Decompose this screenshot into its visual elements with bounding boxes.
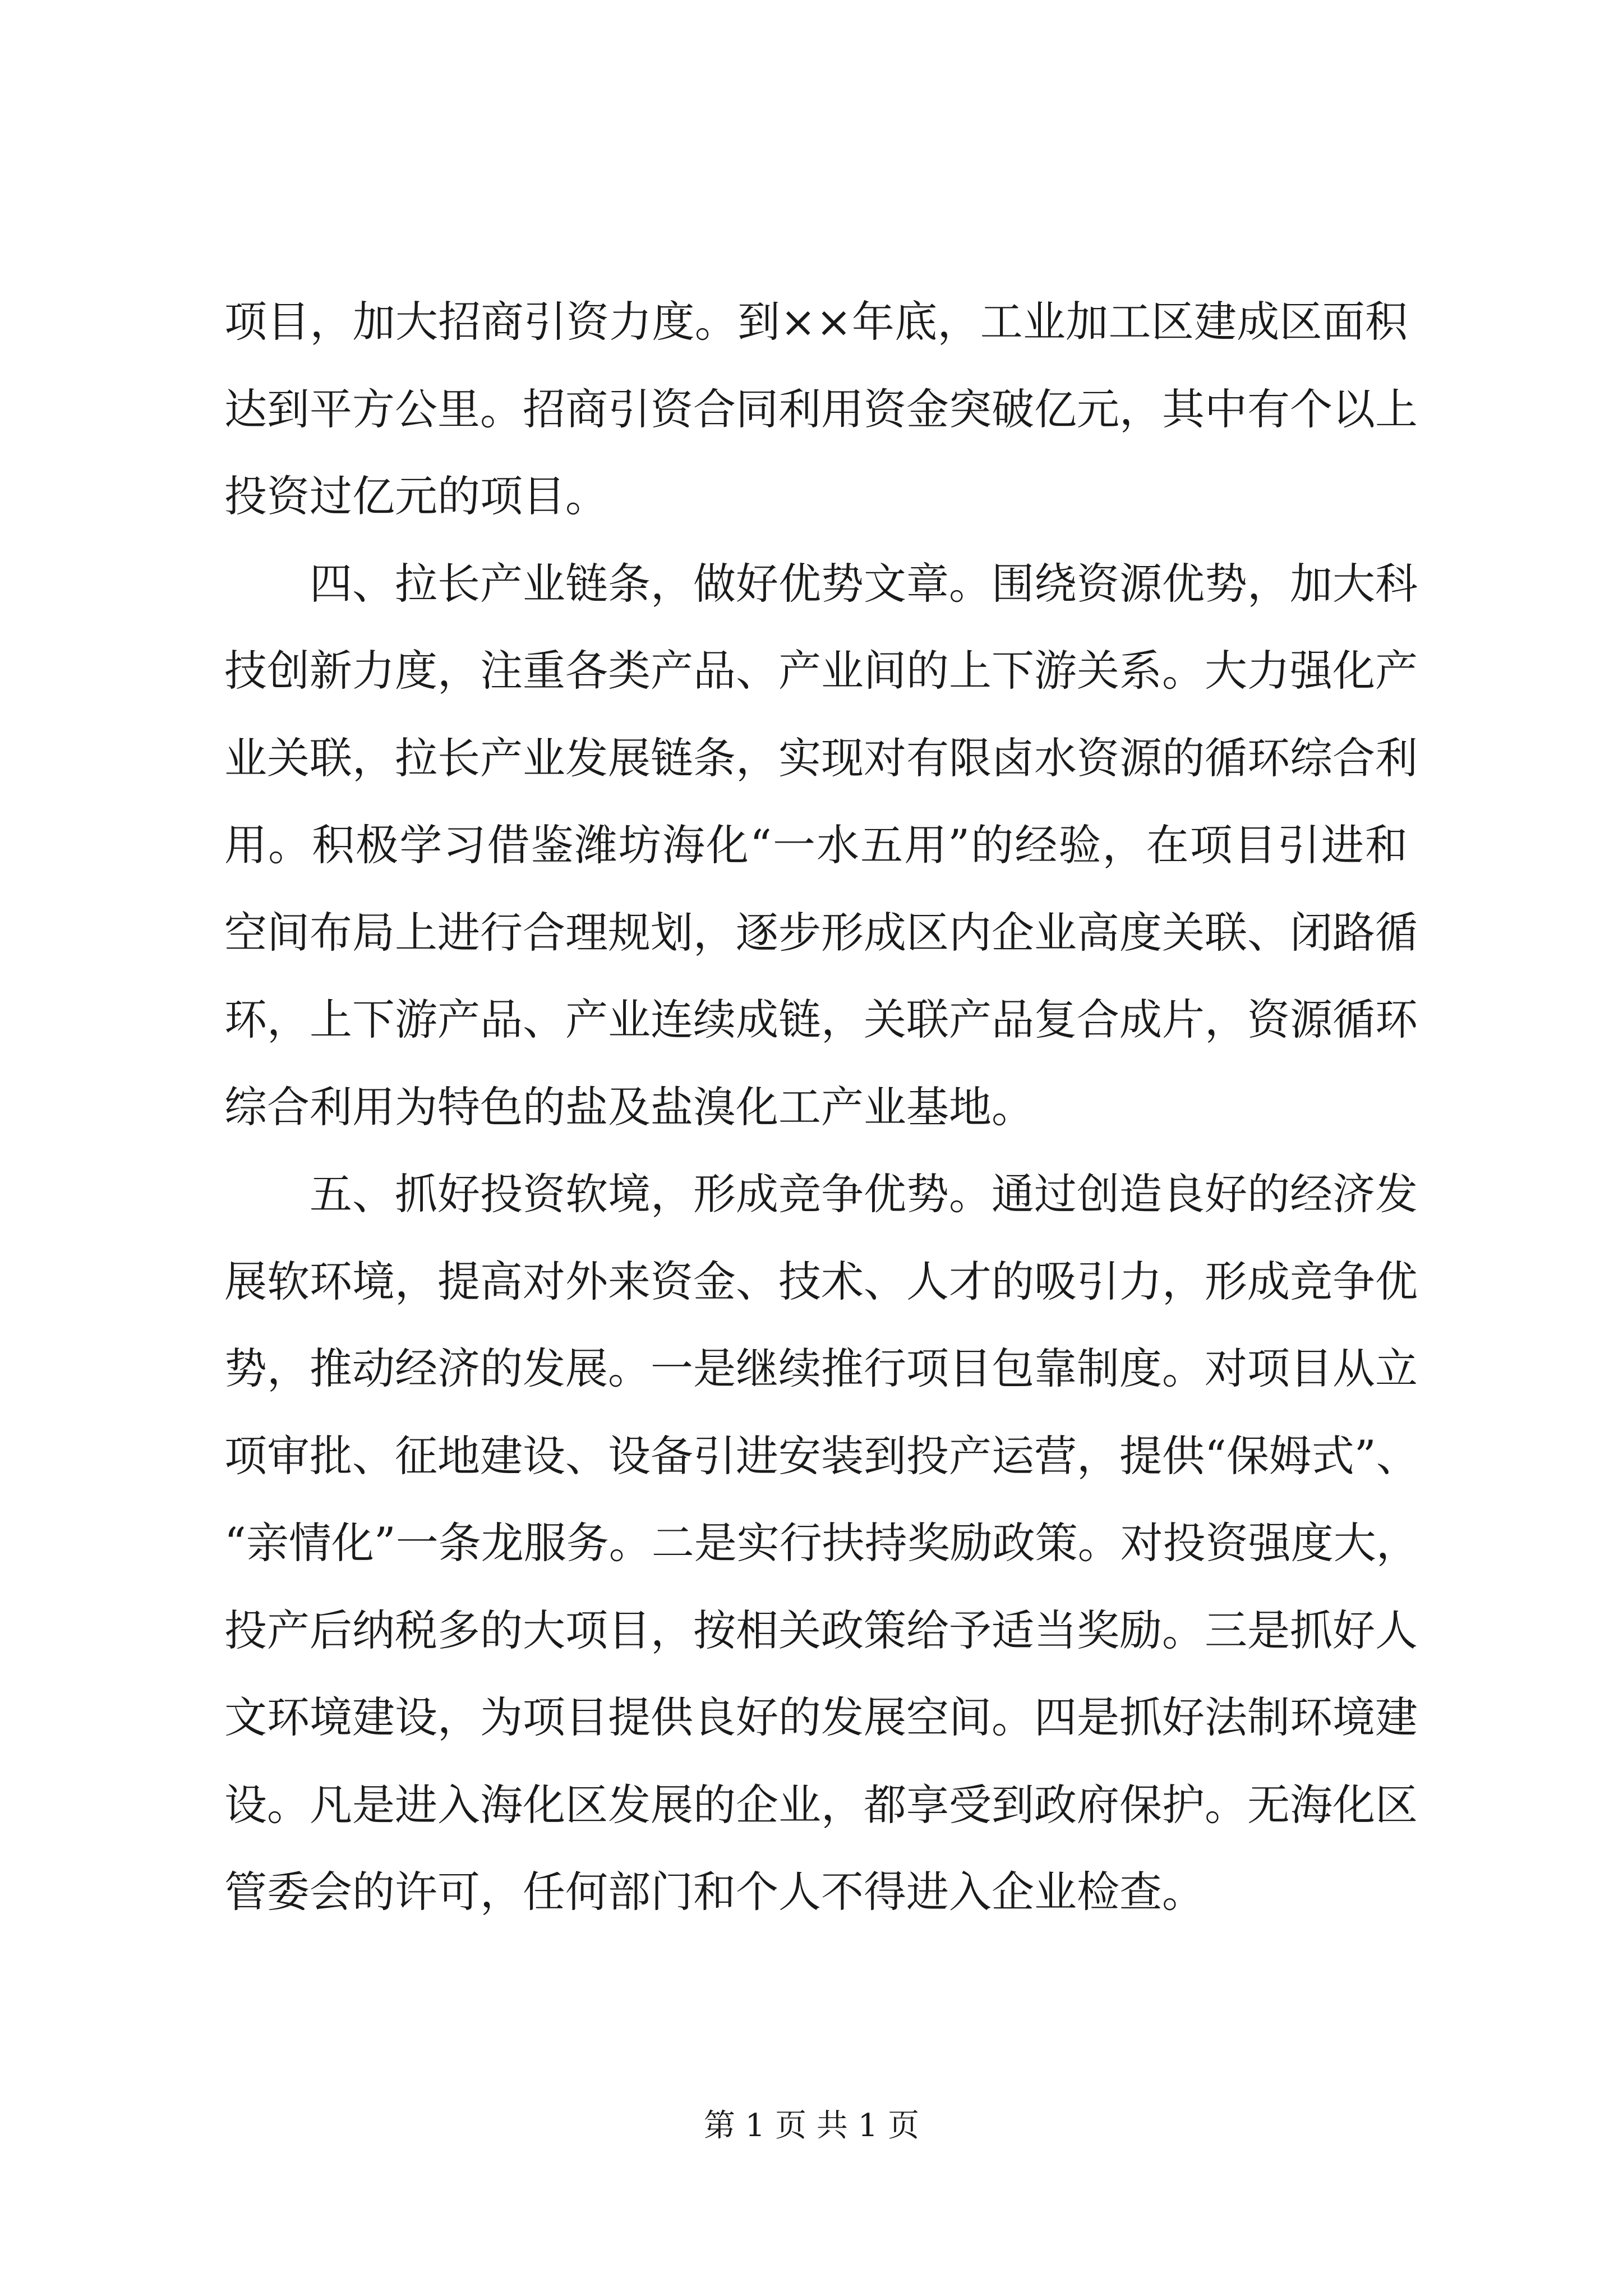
text-line: 技创新力度，注重各类产品、产业间的上下游关系。大力强化产 xyxy=(224,646,1418,696)
text-line: 势，推动经济的发展。一是继续推行项目包靠制度。对项目从立 xyxy=(224,1343,1418,1393)
page-number-footer: 第 1 页 共 1 页 xyxy=(703,2108,920,2144)
document-body xyxy=(224,297,1419,1958)
text-line: 项目，加大招商引资力度。到××年底，工业加工区建成区面积 xyxy=(224,297,1408,347)
paragraph-four-start: 四、拉长产业链条，做好优势文章。围绕资源优势，加大科 xyxy=(310,558,1418,609)
text-line: 展软环境，提高对外来资金、技术、人才的吸引力，形成竞争优 xyxy=(224,1256,1418,1306)
paragraph-five-start: 五、抓好投资软境，形成竞争优势。通过创造良好的经济发 xyxy=(310,1169,1418,1219)
text-line: 投资过亿元的项目。 xyxy=(224,471,608,521)
text-line: 综合利用为特色的盐及盐溴化工产业基地。 xyxy=(224,1082,1034,1132)
text-line: “亲情化”一条龙服务。二是实行扶持奖励政策。对投资强度大， xyxy=(224,1518,1419,1568)
text-line: 设。凡是进入海化区发展的企业，都享受到政府保护。无海化区 xyxy=(224,1779,1418,1830)
text-line: 管委会的许可，任何部门和个人不得进入企业检查。 xyxy=(224,1867,1205,1917)
text-line: 环，上下游产品、产业连续成链，关联产品复合成片，资源循环 xyxy=(224,995,1418,1045)
text-line: 项审批、征地建设、设备引进安装到投产运营，提供“保姆式”、 xyxy=(224,1430,1419,1481)
text-line: 业关联，拉长产业发展链条，实现对有限卤水资源的循环综合利 xyxy=(224,733,1418,783)
text-line: 文环境建设，为项目提供良好的发展空间。四是抓好法制环境建 xyxy=(224,1692,1418,1742)
text-line: 空间布局上进行合理规划，逐步形成区内企业高度关联、闭路循 xyxy=(224,907,1418,958)
text-line: 用。积极学习借鉴潍坊海化“一水五用”的经验，在项目引进和 xyxy=(224,820,1408,870)
text-line: 投产后纳税多的大项目，按相关政策给予适当奖励。三是抓好人 xyxy=(224,1605,1418,1655)
text-line: 达到平方公里。招商引资合同利用资金突破亿元，其中有个以上 xyxy=(224,384,1418,434)
